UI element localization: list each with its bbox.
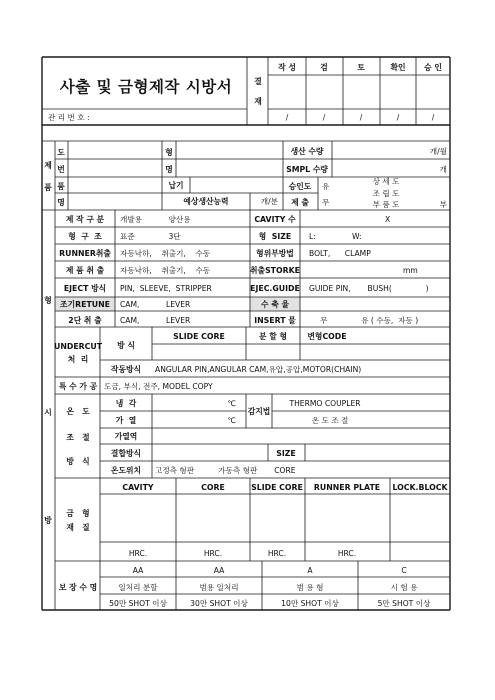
svg-text:제 품 취 출: 제 품 취 출: [65, 266, 105, 275]
svg-text:형 구 조: 형 구 조: [68, 232, 102, 241]
cooling-label: 냉 각: [115, 399, 137, 408]
mold-row-two-stage-ejection: [68, 315, 418, 325]
approval-col-review-a: 검: [320, 63, 328, 72]
method-side-label: 방: [44, 516, 52, 525]
svg-text:BOLT, CLAMP: BOLT, CLAMP: [309, 249, 371, 258]
approval-col-approve: 승 인: [424, 63, 442, 72]
svg-text:무 유 ( 수동, 자동 ): 무 유 ( 수동, 자동 ): [320, 316, 419, 325]
svg-text:RUNNER취출: RUNNER취출: [59, 249, 111, 258]
material-label: 금 형: [66, 509, 90, 518]
controller-value: 온 도 조 절: [311, 416, 349, 425]
mold-side-label: 형: [44, 296, 52, 305]
product-side-label: 품: [44, 183, 52, 192]
warranty-grade: A: [307, 566, 313, 575]
warranty-type: 일처리 분할: [118, 583, 158, 592]
svg-text:CAM, LEVER: CAM, LEVER: [120, 316, 191, 325]
approval-col-author: 작 성: [278, 63, 296, 72]
date-slash: /: [396, 113, 400, 122]
warranty-type: 범용 일처리: [199, 583, 239, 592]
date-slash: /: [431, 113, 435, 122]
hardness-hrc: HRC.: [267, 549, 287, 558]
drawing-option-assembly: 조 립 도: [372, 189, 400, 198]
warranty-shots: 5만 SHOT 이상: [377, 599, 431, 608]
sensor-label: 감지법: [247, 407, 271, 416]
approval-side-label-bottom: 재: [254, 97, 262, 106]
undercut-label: UNDERCUT: [53, 342, 103, 351]
material-header-core: CORE: [201, 483, 225, 492]
condition-side-label: 시: [44, 408, 52, 417]
date-slash: /: [322, 113, 326, 122]
date-slash: /: [359, 113, 363, 122]
drawing-submit-label: 제 출: [291, 198, 309, 207]
warranty-type: 시 험 용: [390, 583, 418, 592]
warranty-shots: 30만 SHOT 이상: [190, 599, 248, 608]
approval-side-label-top: 결: [254, 77, 262, 86]
joint-label: 결합방식: [110, 449, 142, 458]
svg-text:자동낙하, 취출기, 수동: 자동낙하, 취출기, 수동: [120, 266, 211, 275]
special-process-label: 특 수 가 공: [58, 382, 98, 391]
hardness-hrc: HRC.: [337, 549, 357, 558]
heating-unit: ℃: [227, 416, 236, 425]
drawing-option-parts: 부 품 도: [372, 200, 400, 209]
warranty-shots: 10만 SHOT 이상: [281, 599, 339, 608]
svg-text:GUIDE PIN, BUSH(: GUIDE PIN, BUSH( ): [309, 284, 429, 293]
production-qty-label: 생산 수량: [290, 147, 324, 156]
temperature-label: 조 절: [66, 433, 90, 442]
slide-core-label: SLIDE CORE: [173, 332, 225, 341]
delivery-label: 납기: [168, 181, 184, 190]
position-value: 고정측 형판 가동측 형판 CORE: [155, 466, 296, 475]
svg-text:mm: mm: [403, 266, 418, 275]
product-side-label: 제: [44, 161, 52, 170]
svg-text:CAM, LEVER: CAM, LEVER: [120, 300, 191, 309]
svg-text:CAVITY 수: CAVITY 수: [254, 215, 296, 224]
warranty-grade: AA: [213, 566, 225, 575]
special-process-value: 도금, 부식, 전주, MODEL COPY: [104, 382, 213, 391]
part-name-label: 품: [57, 182, 65, 191]
management-number-label: 관 리 번 호 :: [48, 113, 90, 122]
smpl-qty-label: SMPL 수량: [286, 165, 328, 174]
operation-value: ANGULAR PIN,ANGULAR CAM,유압,공압,MOTOR(CHAIN): [155, 365, 362, 374]
size-label: SIZE: [276, 449, 296, 458]
mold-row-structure: [68, 231, 361, 241]
approval-drawing-label: 승인도: [288, 182, 312, 191]
svg-text:조기RETUNE: 조기RETUNE: [60, 300, 110, 309]
warranty-grade: C: [401, 566, 407, 575]
svg-text:형위부방법: 형위부방법: [256, 249, 294, 258]
warranty-type: 범 용 형: [296, 583, 324, 592]
hardness-hrc: HRC.: [128, 549, 148, 558]
material-header-runner-plate: RUNNER PLATE: [313, 483, 381, 492]
operation-label: 작동방식: [110, 365, 142, 374]
approval-drawing-value: 유: [322, 182, 330, 191]
position-label: 온도위치: [110, 466, 142, 475]
warranty-shots: 50만 SHOT 이상: [109, 599, 167, 608]
undercut-method-label: 방 식: [117, 341, 135, 350]
temperature-label: 온 도: [66, 407, 90, 416]
production-qty-unit: 개/월: [429, 147, 447, 156]
approval-col-confirm: 확인: [390, 63, 406, 72]
svg-text:개발용 양산용: 개발용 양산용: [120, 215, 191, 224]
svg-text:X: X: [385, 215, 391, 224]
warranty-grade: AA: [132, 566, 144, 575]
model-label: 형: [165, 148, 173, 157]
approval-col-review-b: 토: [357, 63, 365, 72]
svg-text:EJEC.GUIDE: EJEC.GUIDE: [250, 284, 300, 293]
cooling-unit: ℃: [227, 399, 236, 408]
svg-text:취출STORKE: 취출STORKE: [250, 266, 300, 275]
drawing-suffix: 부: [439, 200, 447, 209]
part-no-label: 도: [57, 148, 65, 157]
smpl-qty-unit: 개: [439, 165, 447, 174]
split-mold-label: 분 할 형: [258, 332, 288, 341]
svg-text:L: W:: L: W:: [309, 232, 362, 241]
warranty-label: 보 장 수 명: [58, 583, 98, 592]
mold-row-eject-method: [64, 283, 429, 293]
material-label: 재 질: [66, 523, 90, 532]
svg-text:EJECT 방식: EJECT 방식: [63, 284, 107, 293]
mold-row-runner-ejection: [59, 248, 371, 258]
svg-text:2단 취 출: 2단 취 출: [68, 316, 102, 325]
temperature-label: 방 식: [66, 457, 90, 466]
svg-text:제 작 구 분: 제 작 구 분: [65, 215, 105, 224]
part-name-label: 명: [57, 198, 65, 207]
document-title: 사출 및 금형제작 시방서: [59, 78, 233, 96]
drawing-option-detail: 상 세 도: [372, 177, 400, 186]
hardness-hrc: HRC.: [203, 549, 223, 558]
mold-row-product-ejection: [66, 265, 418, 275]
model-label: 명: [165, 165, 173, 174]
part-no-label: 번: [57, 165, 65, 174]
mold-row-production-type: [66, 214, 390, 224]
material-header-slide-core: SLIDE CORE: [251, 483, 303, 492]
svg-text:형 SIZE: 형 SIZE: [258, 232, 292, 241]
sensor-value: THERMO COUPLER: [289, 399, 361, 408]
svg-text:자동낙하, 취출기, 수동: 자동낙하, 취출기, 수동: [120, 249, 211, 258]
variable-code-label: 변형CODE: [307, 332, 347, 341]
svg-text:INSERT 물: INSERT 물: [254, 316, 296, 325]
heater-label: 가열역: [114, 432, 138, 441]
material-header-lock-block: LOCK.BLOCK: [392, 483, 448, 492]
svg-text:수 축 율: 수 축 율: [260, 300, 290, 309]
drawing-submit-value: 무: [322, 198, 330, 207]
svg-text:PIN, SLEEVE, STRIPPER: PIN, SLEEVE, STRIPPER: [120, 284, 212, 293]
undercut-label: 처 리: [67, 355, 89, 364]
expected-capacity-unit: 개/분: [260, 197, 278, 206]
heating-label: 가 열: [115, 416, 137, 425]
date-slash: /: [285, 113, 289, 122]
expected-capacity-label: 예상생산능력: [183, 197, 229, 206]
svg-text:표준 3단: 표준 3단: [120, 232, 181, 241]
material-header-cavity: CAVITY: [122, 483, 154, 492]
